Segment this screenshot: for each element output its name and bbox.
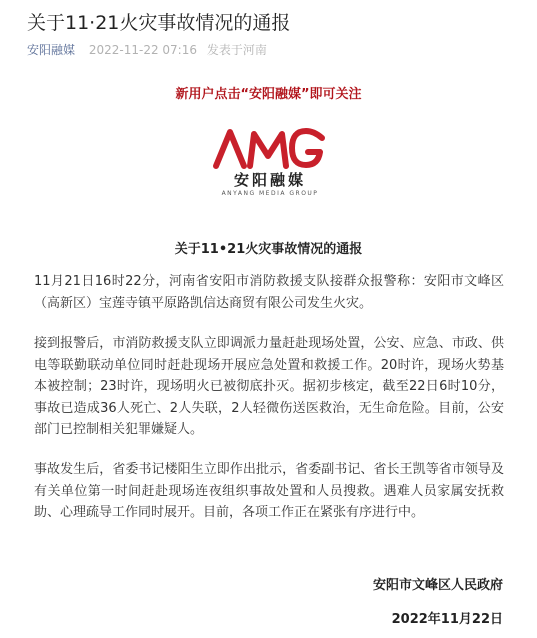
logo-english-name: ANYANG MEDIA GROUP: [221, 190, 319, 197]
publish-location: 发表于河南: [206, 43, 267, 57]
publish-time: 2022-11-22 07:16: [88, 43, 197, 57]
notice-paragraph-2: 接到报警后，市消防救援支队立即调派力量赶赴现场处置，公安、应急、市政、供电等联勤联动单位同时赶赴现场开展应急处置和救援工作。20时许，现场火势基本被控制；23时许，现场明火已被彻底扑灭。据初步核定，截至22日6时10分，事故已造成36人死亡、2人失联，2人轻微伤送医救治，无生命危险。目前，公安部门已控制相关犯罪嫌疑人。: [34, 336, 504, 437]
signature-organization: 安阳市文峰区人民政府: [372, 578, 503, 593]
signature-date: 2022年11月22日: [391, 612, 503, 627]
article-title: 关于11·21火灾事故情况的通报: [27, 12, 291, 34]
follow-tip-banner[interactable]: 新用户点击“安阳融媒”即可关注: [175, 87, 362, 102]
logo-chinese-name: 安阳融媒: [233, 171, 306, 189]
notice-heading: 关于11•21火灾事故情况的通报: [174, 242, 363, 257]
amg-logo: [70, 126, 470, 226]
article-meta: [27, 42, 267, 58]
account-name-link[interactable]: 安阳融媒: [27, 43, 76, 57]
notice-paragraph-1: 11月21日16时22分，河南省安阳市消防救援支队接群众报警称：安阳市文峰区（高新区）宝莲寺镇平原路凯信达商贸有限公司发生火灾。: [34, 274, 504, 311]
notice-paragraph-3: 事故发生后，省委书记楼阳生立即作出批示，省委副书记、省长王凯等省市领导及有关单位第一时间赶赴现场连夜组织事故处置和人员搜救。遇难人员家属安抚救助、心理疏导工作同时展开。目前，各项工作正在紧张有序进行中。: [34, 462, 504, 520]
amg-logo-mark-icon: [210, 126, 330, 170]
